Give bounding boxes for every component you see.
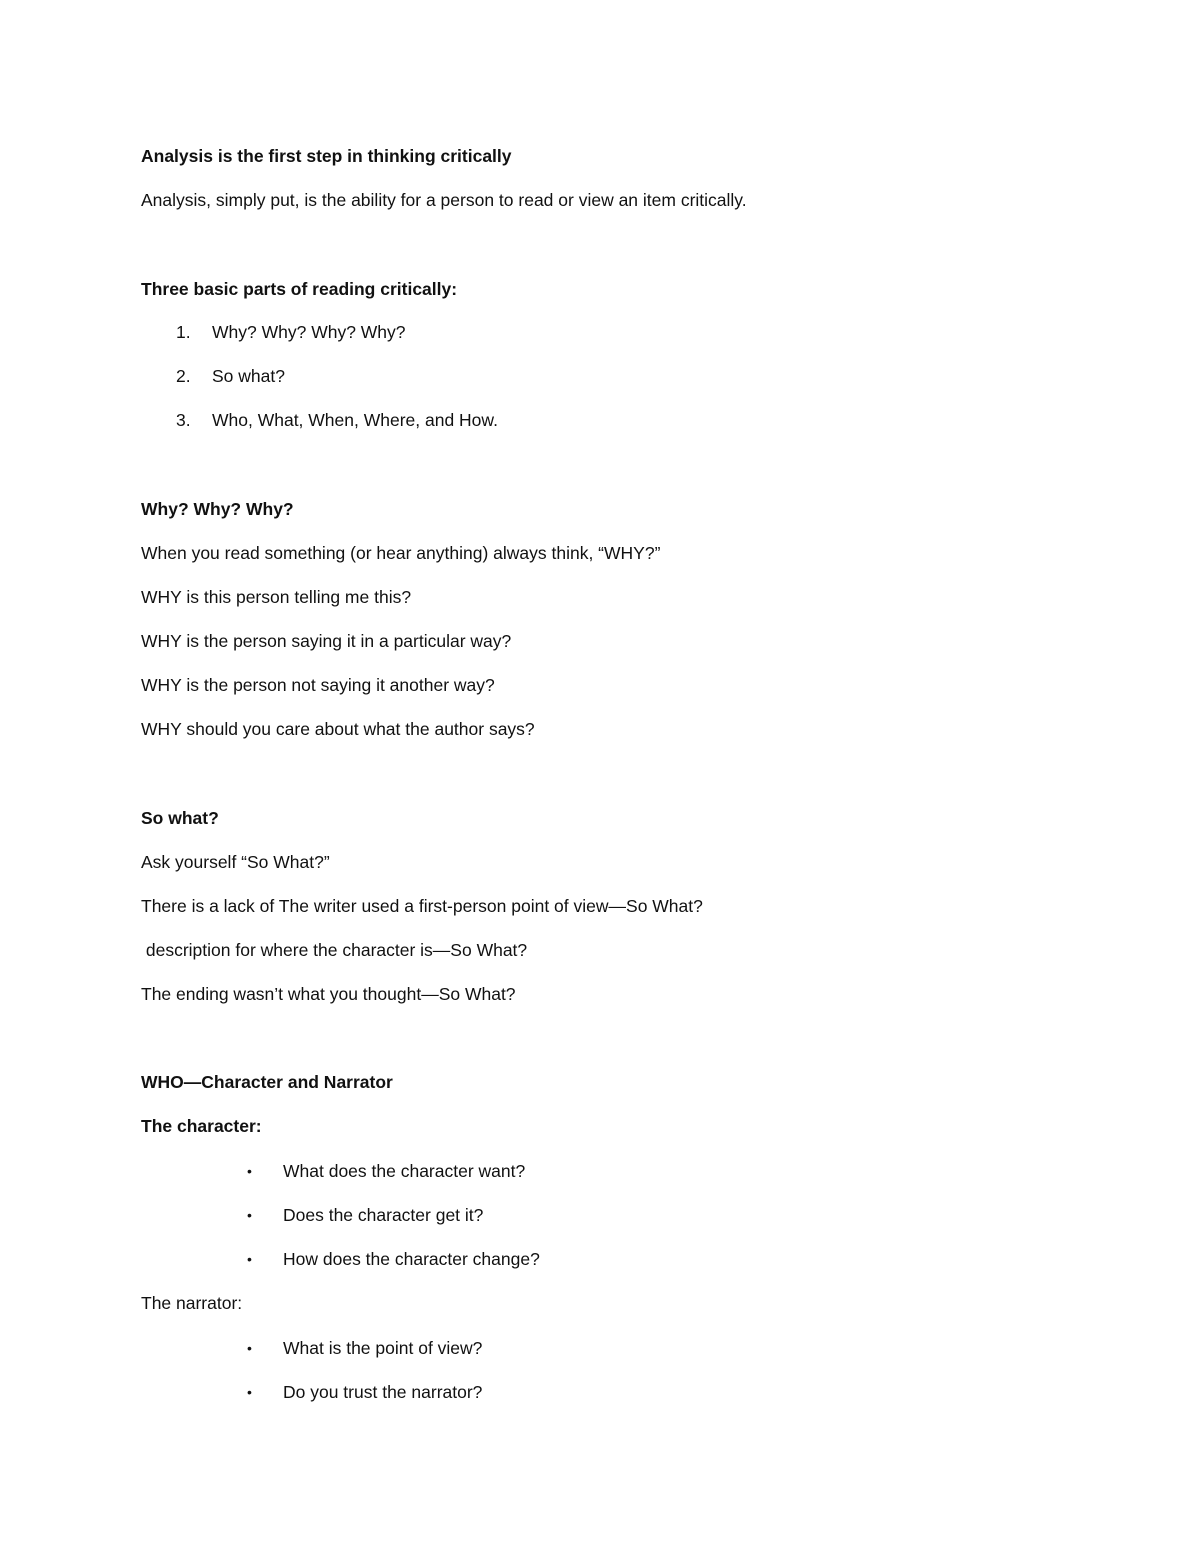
bullet-item: Does the character get it? xyxy=(283,1205,484,1225)
intro-paragraph: Analysis, simply put, is the ability for a person to read or view an item critically. xyxy=(141,190,747,210)
why-line: WHY is the person not saying it another way? xyxy=(141,675,495,695)
bullet-icon: • xyxy=(247,1163,252,1179)
bullet-icon: • xyxy=(247,1340,252,1356)
why-line: When you read something (or hear anything) always think, “WHY?” xyxy=(141,543,661,563)
why-line: WHY is this person telling me this? xyxy=(141,587,412,607)
list-number: 1. xyxy=(176,322,191,342)
bullet-item: What is the point of view? xyxy=(283,1338,483,1358)
list-item: Who, What, When, Where, and How. xyxy=(212,410,498,430)
so-what-line: Ask yourself “So What?” xyxy=(141,852,330,872)
list-number: 2. xyxy=(176,366,191,386)
parts-heading: Three basic parts of reading critically: xyxy=(141,279,458,299)
bullet-item: How does the character change? xyxy=(283,1249,540,1269)
why-line: WHY should you care about what the author says? xyxy=(141,719,535,739)
list-item: Why? Why? Why? Why? xyxy=(212,322,406,342)
bullet-item: Do you trust the narrator? xyxy=(283,1382,483,1402)
so-what-line: description for where the character is—So What? xyxy=(141,940,528,960)
who-heading: WHO—Character and Narrator xyxy=(141,1072,393,1092)
page-title: Analysis is the first step in thinking critically xyxy=(141,146,512,166)
why-heading: Why? Why? Why? xyxy=(141,499,294,519)
list-number: 3. xyxy=(176,410,191,430)
list-item: So what? xyxy=(212,366,285,386)
so-what-line: The ending wasn’t what you thought—So What? xyxy=(141,984,516,1004)
narrator-label: The narrator: xyxy=(141,1293,243,1313)
so-what-heading: So what? xyxy=(141,808,219,828)
bullet-icon: • xyxy=(247,1384,252,1400)
bullet-icon: • xyxy=(247,1251,252,1267)
so-what-line: There is a lack of The writer used a first-person point of view—So What? xyxy=(141,896,703,916)
bullet-icon: • xyxy=(247,1207,252,1223)
why-line: WHY is the person saying it in a particular way? xyxy=(141,631,512,651)
character-label: The character: xyxy=(141,1116,262,1136)
bullet-item: What does the character want? xyxy=(283,1161,526,1181)
